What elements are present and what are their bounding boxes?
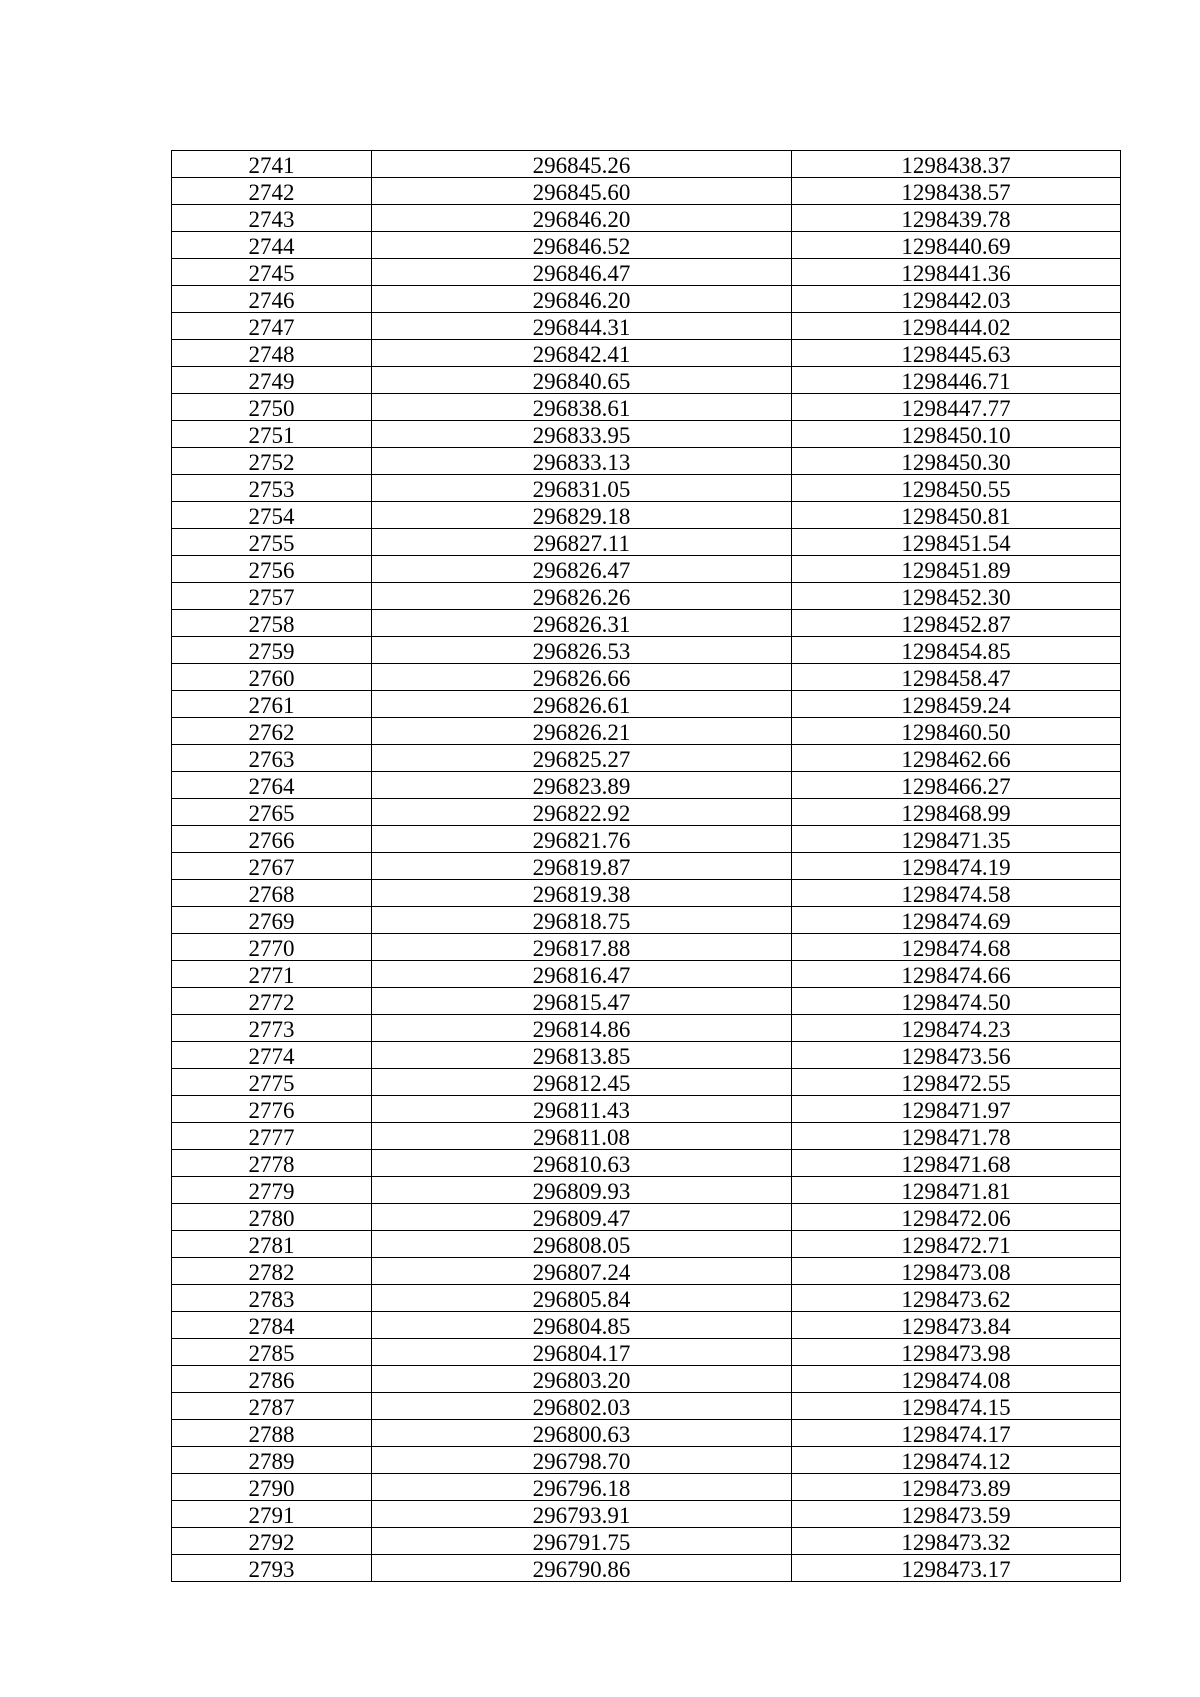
x-coordinate-cell: 296803.20 — [372, 1366, 792, 1393]
table-row — [172, 1339, 1121, 1366]
x-coordinate-cell: 296808.05 — [372, 1231, 792, 1258]
table-row — [172, 1285, 1121, 1312]
y-coordinate-cell: 1298471.35 — [792, 826, 1121, 853]
table-row — [172, 475, 1121, 502]
table-row — [172, 745, 1121, 772]
point-number-cell: 2793 — [172, 1555, 372, 1582]
x-coordinate-cell: 296790.86 — [372, 1555, 792, 1582]
table-row — [172, 691, 1121, 718]
point-number-cell: 2743 — [172, 205, 372, 232]
table-row — [172, 718, 1121, 745]
y-coordinate-cell: 1298447.77 — [792, 394, 1121, 421]
y-coordinate-cell: 1298474.17 — [792, 1420, 1121, 1447]
point-number-cell: 2778 — [172, 1150, 372, 1177]
y-coordinate-cell: 1298473.08 — [792, 1258, 1121, 1285]
x-coordinate-cell: 296793.91 — [372, 1501, 792, 1528]
point-number-cell: 2761 — [172, 691, 372, 718]
table-row — [172, 1366, 1121, 1393]
x-coordinate-cell: 296811.08 — [372, 1123, 792, 1150]
x-coordinate-cell: 296800.63 — [372, 1420, 792, 1447]
table-row — [172, 313, 1121, 340]
y-coordinate-cell: 1298473.84 — [792, 1312, 1121, 1339]
y-coordinate-cell: 1298459.24 — [792, 691, 1121, 718]
y-coordinate-cell: 1298473.89 — [792, 1474, 1121, 1501]
point-number-cell: 2787 — [172, 1393, 372, 1420]
y-coordinate-cell: 1298473.98 — [792, 1339, 1121, 1366]
point-number-cell: 2759 — [172, 637, 372, 664]
point-number-cell: 2762 — [172, 718, 372, 745]
x-coordinate-cell: 296819.87 — [372, 853, 792, 880]
table-row — [172, 259, 1121, 286]
point-number-cell: 2750 — [172, 394, 372, 421]
y-coordinate-cell: 1298474.58 — [792, 880, 1121, 907]
y-coordinate-cell: 1298474.08 — [792, 1366, 1121, 1393]
table-row — [172, 799, 1121, 826]
x-coordinate-cell: 296838.61 — [372, 394, 792, 421]
table-row — [172, 1312, 1121, 1339]
point-number-cell: 2748 — [172, 340, 372, 367]
point-number-cell: 2786 — [172, 1366, 372, 1393]
table-row — [172, 772, 1121, 799]
point-number-cell: 2766 — [172, 826, 372, 853]
x-coordinate-cell: 296840.65 — [372, 367, 792, 394]
table-row — [172, 367, 1121, 394]
point-number-cell: 2756 — [172, 556, 372, 583]
point-number-cell: 2779 — [172, 1177, 372, 1204]
x-coordinate-cell: 296796.18 — [372, 1474, 792, 1501]
x-coordinate-cell: 296791.75 — [372, 1528, 792, 1555]
point-number-cell: 2765 — [172, 799, 372, 826]
y-coordinate-cell: 1298451.54 — [792, 529, 1121, 556]
x-coordinate-cell: 296826.31 — [372, 610, 792, 637]
y-coordinate-cell: 1298474.66 — [792, 961, 1121, 988]
y-coordinate-cell: 1298468.99 — [792, 799, 1121, 826]
table-row — [172, 1501, 1121, 1528]
y-coordinate-cell: 1298474.23 — [792, 1015, 1121, 1042]
table-row — [172, 1150, 1121, 1177]
point-number-cell: 2741 — [172, 151, 372, 178]
y-coordinate-cell: 1298445.63 — [792, 340, 1121, 367]
point-number-cell: 2788 — [172, 1420, 372, 1447]
y-coordinate-cell: 1298466.27 — [792, 772, 1121, 799]
table-row — [172, 664, 1121, 691]
y-coordinate-cell: 1298439.78 — [792, 205, 1121, 232]
point-number-cell: 2792 — [172, 1528, 372, 1555]
y-coordinate-cell: 1298471.81 — [792, 1177, 1121, 1204]
y-coordinate-cell: 1298451.89 — [792, 556, 1121, 583]
table-row — [172, 1474, 1121, 1501]
table-row — [172, 448, 1121, 475]
x-coordinate-cell: 296826.53 — [372, 637, 792, 664]
x-coordinate-cell: 296804.17 — [372, 1339, 792, 1366]
x-coordinate-cell: 296826.61 — [372, 691, 792, 718]
y-coordinate-cell: 1298471.68 — [792, 1150, 1121, 1177]
x-coordinate-cell: 296833.13 — [372, 448, 792, 475]
point-number-cell: 2770 — [172, 934, 372, 961]
y-coordinate-cell: 1298452.30 — [792, 583, 1121, 610]
x-coordinate-cell: 296821.76 — [372, 826, 792, 853]
table-row — [172, 421, 1121, 448]
y-coordinate-cell: 1298438.37 — [792, 151, 1121, 178]
x-coordinate-cell: 296829.18 — [372, 502, 792, 529]
point-number-cell: 2764 — [172, 772, 372, 799]
x-coordinate-cell: 296846.47 — [372, 259, 792, 286]
table-row — [172, 1231, 1121, 1258]
x-coordinate-cell: 296827.11 — [372, 529, 792, 556]
point-number-cell: 2758 — [172, 610, 372, 637]
y-coordinate-cell: 1298474.68 — [792, 934, 1121, 961]
x-coordinate-cell: 296826.21 — [372, 718, 792, 745]
point-number-cell: 2775 — [172, 1069, 372, 1096]
point-number-cell: 2781 — [172, 1231, 372, 1258]
y-coordinate-cell: 1298471.78 — [792, 1123, 1121, 1150]
y-coordinate-cell: 1298474.15 — [792, 1393, 1121, 1420]
x-coordinate-cell: 296809.47 — [372, 1204, 792, 1231]
table-row — [172, 1096, 1121, 1123]
y-coordinate-cell: 1298458.47 — [792, 664, 1121, 691]
y-coordinate-cell: 1298471.97 — [792, 1096, 1121, 1123]
y-coordinate-cell: 1298472.06 — [792, 1204, 1121, 1231]
point-number-cell: 2784 — [172, 1312, 372, 1339]
table-row — [172, 1528, 1121, 1555]
x-coordinate-cell: 296825.27 — [372, 745, 792, 772]
point-number-cell: 2772 — [172, 988, 372, 1015]
point-number-cell: 2747 — [172, 313, 372, 340]
y-coordinate-cell: 1298450.81 — [792, 502, 1121, 529]
table-row — [172, 880, 1121, 907]
point-number-cell: 2773 — [172, 1015, 372, 1042]
table-row — [172, 286, 1121, 313]
point-number-cell: 2783 — [172, 1285, 372, 1312]
x-coordinate-cell: 296816.47 — [372, 961, 792, 988]
x-coordinate-cell: 296844.31 — [372, 313, 792, 340]
table-row — [172, 853, 1121, 880]
x-coordinate-cell: 296814.86 — [372, 1015, 792, 1042]
x-coordinate-cell: 296826.26 — [372, 583, 792, 610]
y-coordinate-cell: 1298446.71 — [792, 367, 1121, 394]
table-row — [172, 1555, 1121, 1582]
x-coordinate-cell: 296842.41 — [372, 340, 792, 367]
x-coordinate-cell: 296817.88 — [372, 934, 792, 961]
point-number-cell: 2791 — [172, 1501, 372, 1528]
y-coordinate-cell: 1298474.50 — [792, 988, 1121, 1015]
point-number-cell: 2771 — [172, 961, 372, 988]
table-row — [172, 907, 1121, 934]
coordinate-table — [171, 150, 1121, 1582]
y-coordinate-cell: 1298474.69 — [792, 907, 1121, 934]
x-coordinate-cell: 296802.03 — [372, 1393, 792, 1420]
y-coordinate-cell: 1298473.17 — [792, 1555, 1121, 1582]
x-coordinate-cell: 296845.26 — [372, 151, 792, 178]
x-coordinate-cell: 296798.70 — [372, 1447, 792, 1474]
x-coordinate-cell: 296845.60 — [372, 178, 792, 205]
point-number-cell: 2763 — [172, 745, 372, 772]
point-number-cell: 2754 — [172, 502, 372, 529]
point-number-cell: 2769 — [172, 907, 372, 934]
x-coordinate-cell: 296813.85 — [372, 1042, 792, 1069]
table-row — [172, 232, 1121, 259]
table-row — [172, 1069, 1121, 1096]
x-coordinate-cell: 296826.66 — [372, 664, 792, 691]
table-row — [172, 556, 1121, 583]
y-coordinate-cell: 1298442.03 — [792, 286, 1121, 313]
y-coordinate-cell: 1298473.32 — [792, 1528, 1121, 1555]
point-number-cell: 2780 — [172, 1204, 372, 1231]
point-number-cell: 2777 — [172, 1123, 372, 1150]
point-number-cell: 2760 — [172, 664, 372, 691]
point-number-cell: 2745 — [172, 259, 372, 286]
y-coordinate-cell: 1298441.36 — [792, 259, 1121, 286]
point-number-cell: 2785 — [172, 1339, 372, 1366]
point-number-cell: 2782 — [172, 1258, 372, 1285]
x-coordinate-cell: 296831.05 — [372, 475, 792, 502]
y-coordinate-cell: 1298472.71 — [792, 1231, 1121, 1258]
point-number-cell: 2755 — [172, 529, 372, 556]
point-number-cell: 2744 — [172, 232, 372, 259]
table-row — [172, 1393, 1121, 1420]
table-row — [172, 583, 1121, 610]
x-coordinate-cell: 296812.45 — [372, 1069, 792, 1096]
table-row — [172, 1123, 1121, 1150]
x-coordinate-cell: 296846.52 — [372, 232, 792, 259]
table-row — [172, 1015, 1121, 1042]
point-number-cell: 2776 — [172, 1096, 372, 1123]
x-coordinate-cell: 296823.89 — [372, 772, 792, 799]
point-number-cell: 2749 — [172, 367, 372, 394]
table-row — [172, 961, 1121, 988]
y-coordinate-cell: 1298450.10 — [792, 421, 1121, 448]
table-row — [172, 502, 1121, 529]
table-row — [172, 529, 1121, 556]
table-row — [172, 205, 1121, 232]
x-coordinate-cell: 296833.95 — [372, 421, 792, 448]
y-coordinate-cell: 1298438.57 — [792, 178, 1121, 205]
point-number-cell: 2742 — [172, 178, 372, 205]
table-row — [172, 637, 1121, 664]
table-row — [172, 934, 1121, 961]
y-coordinate-cell: 1298473.62 — [792, 1285, 1121, 1312]
point-number-cell: 2790 — [172, 1474, 372, 1501]
point-number-cell: 2789 — [172, 1447, 372, 1474]
y-coordinate-cell: 1298474.12 — [792, 1447, 1121, 1474]
table-row — [172, 1042, 1121, 1069]
x-coordinate-cell: 296805.84 — [372, 1285, 792, 1312]
coordinate-table-body — [172, 151, 1121, 1582]
point-number-cell: 2753 — [172, 475, 372, 502]
x-coordinate-cell: 296809.93 — [372, 1177, 792, 1204]
y-coordinate-cell: 1298450.30 — [792, 448, 1121, 475]
point-number-cell: 2746 — [172, 286, 372, 313]
x-coordinate-cell: 296807.24 — [372, 1258, 792, 1285]
table-row — [172, 340, 1121, 367]
table-row — [172, 178, 1121, 205]
x-coordinate-cell: 296811.43 — [372, 1096, 792, 1123]
x-coordinate-cell: 296818.75 — [372, 907, 792, 934]
x-coordinate-cell: 296846.20 — [372, 205, 792, 232]
table-row — [172, 1177, 1121, 1204]
y-coordinate-cell: 1298473.59 — [792, 1501, 1121, 1528]
x-coordinate-cell: 296846.20 — [372, 286, 792, 313]
y-coordinate-cell: 1298440.69 — [792, 232, 1121, 259]
point-number-cell: 2768 — [172, 880, 372, 907]
y-coordinate-cell: 1298454.85 — [792, 637, 1121, 664]
y-coordinate-cell: 1298452.87 — [792, 610, 1121, 637]
y-coordinate-cell: 1298450.55 — [792, 475, 1121, 502]
y-coordinate-cell: 1298444.02 — [792, 313, 1121, 340]
table-row — [172, 394, 1121, 421]
point-number-cell: 2767 — [172, 853, 372, 880]
table-row — [172, 826, 1121, 853]
x-coordinate-cell: 296826.47 — [372, 556, 792, 583]
x-coordinate-cell: 296815.47 — [372, 988, 792, 1015]
point-number-cell: 2751 — [172, 421, 372, 448]
point-number-cell: 2757 — [172, 583, 372, 610]
table-row — [172, 1420, 1121, 1447]
table-row — [172, 151, 1121, 178]
y-coordinate-cell: 1298460.50 — [792, 718, 1121, 745]
x-coordinate-cell: 296804.85 — [372, 1312, 792, 1339]
x-coordinate-cell: 296819.38 — [372, 880, 792, 907]
y-coordinate-cell: 1298473.56 — [792, 1042, 1121, 1069]
y-coordinate-cell: 1298474.19 — [792, 853, 1121, 880]
table-row — [172, 1204, 1121, 1231]
table-row — [172, 1447, 1121, 1474]
table-row — [172, 988, 1121, 1015]
y-coordinate-cell: 1298472.55 — [792, 1069, 1121, 1096]
table-row — [172, 1258, 1121, 1285]
x-coordinate-cell: 296822.92 — [372, 799, 792, 826]
point-number-cell: 2774 — [172, 1042, 372, 1069]
x-coordinate-cell: 296810.63 — [372, 1150, 792, 1177]
y-coordinate-cell: 1298462.66 — [792, 745, 1121, 772]
table-row — [172, 610, 1121, 637]
point-number-cell: 2752 — [172, 448, 372, 475]
